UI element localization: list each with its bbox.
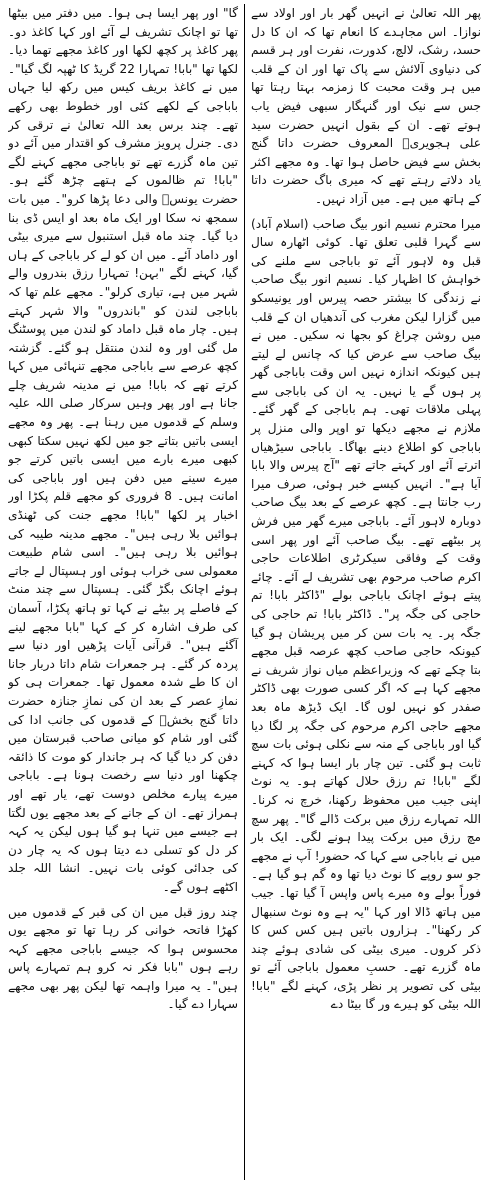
- right-text-column: [245, 4, 481, 1180]
- left-paragraph-1: گا" اور پھر ایسا ہی ہوا۔ میں دفتر میں بیٹھا تھا تو اچانک تشریف لے آئے اور کہا کاغذ دو۔ پھر کاغذ پر کچھ لکھا اور کاغذ مجھے تھما دیا۔ لکھا تھا "بابا! تمہارا 22 گریڈ کا ٹھپہ لگ گیا"۔ میں نے کاغذ بریف کیس میں رکھ لیا جہاں باباجی کے لکھے کئی اور خطوط بھی رکھے تھے۔ چند برس بعد اللہ تعالیٰ نے ترقی کر دی۔ جنرل پرویز مشرف کو اقتدار میں آئے دو تین ماہ گزرے تھے تو باباجی مجھے کہنے لگے "بابا! تم ظالموں کے ہتھے چڑھ گئے ہو۔ حضرت یونسؑ والی دعا پڑھا کرو"۔ میں بات سمجھ نہ سکا اور ایک ماہ بعد او ایس ڈی بنا دیا گیا۔ چند ماہ قبل استنبول سے میری بیٹی اور داماد آئے۔ میں ان کو لے کر باباجی کے ہاں گیا، کہنے لگے "بہن! تمہارا رزق بندروں والے شہر میں ہے، تیاری کرلو"۔ مجھے علم تھا کہ باباجی لندن کو "باندروں" والا شہر کہتے ہیں۔ چار ماہ قبل داماد کو لندن میں پوسٹنگ مل گئی اور وہ لندن منتقل ہو گئے۔ گزشتہ کچھ عرصے سے باباجی مجھے تنہائی میں کہا کرتے تھے کہ بابا! میں نے مدینہ شریف چلے جانا ہے اور پھر وہیں سرکار صلی اللہ علیہ وسلم کے قدموں میں رہنا ہے۔ پھر وہ مجھے ایسی باتیں بتاتے جو میں لکھ نہیں سکتا کبھی کبھی میرے بارے میں ایسی باتیں کرتے جو میرے سینے میں دفن ہیں اور باباجی کی امانت ہیں۔ 8 فروری کو مجھے قلم پکڑا اور اخبار پر لکھا "بابا! مجھے جنت کی ٹھنڈی ہوائیں بلا رہی ہیں"۔ مجھے مدینہ طیبہ کی ہوائیں بلا رہی ہیں"۔ اسی شام طبیعت معمولی سی خراب ہوئی اور ہسپتال لے جاتے ہوئے اچانک بگڑ گئی۔ ہسپتال سے چند منٹ کے فاصلے پر بیٹے نے کہا تو ہاتھ پکڑا، آسمان کی طرف اشارہ کر کے کہا "بابا مجھے لینے آگئے ہیں"۔ قرآنی آیات پڑھیں اور دنیا سے پردہ کر گئے۔ ہر جمعرات شام داتا دربار جانا ان کا طے شدہ معمول تھا۔ جمعرات ہی کو نمازِ عصر کے بعد ان کی نمازِ جنازہ حضرت داتا گنج بخشؒ کے قدموں کی جانب ادا کی گئی اور شام کو میانی صاحب قبرستان میں دفن کر دیا گیا کہ ہر جاندار کو موت کا ذائقہ چکھنا اور دنیا سے رخصت ہونا ہے۔ باباجی میرے پیارے مخلص دوست تھے، یار تھے اور ہمراز تھے۔ ان کے جانے کے بعد مجھے یوں لگتا ہے جیسے میں تنہا ہو گیا ہوں لیکن یہ کہہ کر دل کو تسلی دے دیتا ہوں کہ یہ چار دن کی جدائی کوئی بات نہیں۔ انشا اللہ جلد اکٹھے ہوں گے۔: [8, 6, 238, 894]
- left-text-column: [8, 4, 244, 1180]
- left-paragraph-2: چند روز قبل میں ان کی قبر کے قدموں میں کھڑا فاتحہ خوانی کر رہا تھا تو مجھے یوں محسوس ہوا کہ جیسے باباجی مجھے کہہ رہے ہوں "بابا فکر نہ کرو ہم تمہارے پاس ہیں"۔ یہ میرا واہمہ تھا لیکن پھر بھی مجھے سہارا دے گیا۔: [8, 904, 238, 1012]
- right-paragraph-1: پھر اللہ تعالیٰ نے انہیں گھر بار اور اولاد سے نوازا۔ اس مجاہدے کا انعام تھا کہ ان کا دل حسد، رشک، لالچ، کدورت، نفرت اور ہر قسم کی دنیاوی آلائش سے پاک تھا اور ان کے قلب میں ہر وقت محبت کا زمزمہ بہتا رہتا تھا جس سے نیک اور گنہگار سبھی فیض یاب ہوتے تھے۔ ان کے بقول انہیں حضرت سید علی ہجویریؒ المعروف حضرت داتا گنج بخش سے فیض حاصل ہوا تھا۔ وہ مجھے اکثر یاد دلاتے رہتے تھے کہ میری باگ حضرت داتا کے ہاتھ میں ہے۔ میں آزاد نہیں۔: [251, 6, 481, 206]
- right-paragraph-2: میرا محترم نسیم انور بیگ صاحب (اسلام آباد) سے گہرا قلبی تعلق تھا۔ کوئی اٹھارہ سال قبل وہ لاہور آئے تو باباجی سے ملنے کی خواہش کا اظہار کیا۔ نسیم انور بیگ صاحب نے زندگی کا بیشتر حصہ پیرس اور یونیسکو میں گزارا لیکن مغرب کی آندھیاں ان کے قلب میں روشن چراغ کو بجھا نہ سکیں۔ میں نے بیگ صاحب سے عرض کیا کہ چانس لے لیتے ہیں کیونکہ اندازہ نہیں اس وقت باباجی گھر پر ہوں گے یا نہیں۔ یہ ان کی باباجی سے پہلی ملاقات تھی۔ ہم باباجی کے گھر گئے۔ ملازم نے مجھے دیکھا تو اوپر والی منزل پر باباجی کو اطلاع دینے بھاگا۔ باباجی سیڑھیاں اترتے آئے اور کہتے جاتے تھے "آج پیرس والا بابا آیا ہے"۔ انہیں کیسے خبر ہوئی، صرف میرا رب جانتا ہے۔ کچھ عرصے کے بعد بیگ صاحب دوبارہ لاہور آئے۔ باباجی میرے گھر میں فرش پر بیٹھے تھے۔ بیگ صاحب آئے اور پھر اسی وقت کے وفاقی سیکرٹری اطلاعات حاجی اکرم صاحب مرحوم بھی تشریف لے آئے۔ چائے پیتے ہوئے اچانک باباجی بولے "ڈاکٹر بابا! تم حاجی کی جگہ پر"۔ ڈاکٹر بابا! تم حاجی کی جگہ پر۔ یہ بات سن کر میں پریشان ہو گیا کیونکہ حاجی صاحب کچھ عرصہ قبل مجھے بتا چکے تھے کہ وزیراعظم میاں نواز شریف نے مجھے کہا ہے کہ اگر کسی صورت بھی ڈاکٹر صفدر کو نہیں لوں گا۔ ایک ڈیڑھ ماہ بعد مجھے حاجی اکرم مرحوم کی جگہ پر لگا دیا گیا اور باباجی کے منہ سے نکلی ہوئی بات سچ ثابت ہو گئی۔ تین چار بار ایسا ہوا کہ کہنے لگے "بابا! تم رزق حلال کھاتے ہو۔ یہ نوٹ اپنی جیب میں محفوظ رکھنا، خرچ نہ کرنا۔ اللہ تمہارے رزق میں برکت ڈالے گا"۔ پھر سچ مچ رزق میں برکت پیدا ہونے لگی۔ ایک بار میں نے باباجی سے کہا کہ حضور! آپ نے مجھے جو سو روپے کا نوٹ دیا تھا وہ گم ہو گیا ہے۔ فوراً بولے وہ میرے پاس واپس آ گیا تھا۔ جیب میں ہاتھ ڈالا اور کہا "یہ ہے وہ نوٹ سنبھال کر رکھنا"۔ ہزاروں باتیں ہیں کس کس کا ذکر کروں۔ میری بیٹی کی شادی ہوئے چند ماہ گزرے تھے۔ حسبِ معمول باباجی آئے تو بیٹی کی تصویر پر نظر پڑی، کہنے لگے "بابا! اللہ بیٹی کو ہیرے ور گا بیٹا دے: [251, 216, 481, 1012]
